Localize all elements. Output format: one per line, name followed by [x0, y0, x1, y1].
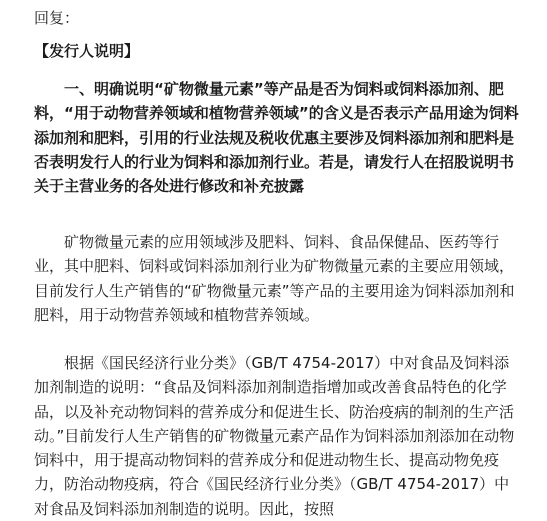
- section-title: 【发行人说明】: [34, 42, 140, 60]
- answer-paragraph-2: 根据《国民经济行业分类》（GB/T 4754-2017）中对食品及饲料添加剂制造的说明：“食品及饲料添加剂制造指增加或改善食品特色的化学品，以及补充动物饲料的营养成分和促进生长、防治疫病的制剂的生产活动。”目前发行人生产销售的矿物微量元素产品作为饲料添加剂添加在动物饲料中，用于提高动物饲料的营养成分和促进动物生长、提高动物免疫力，防治动物疫病，符合《国民经济行业分类》（GB/T 4754-2017）中对食品及饲料添加剂制造的说明。因此，按照: [34, 354, 515, 518]
- question-paragraph: 一、明确说明“矿物微量元素”等产品是否为饲料或饲料添加剂、肥料，“用于动物营养领域和植物营养领域”的含义是否表示产品用途为饲料添加剂和肥料，引用的行业法规及税收优惠主要涉及饲料添加剂和肥料是否表明发行人的行业为饲料和添加剂行业。若是，请发行人在招股说明书关于主营业务的各处进行修改和补充披露: [34, 80, 519, 196]
- answer-paragraph-1: 矿物微量元素的应用领域涉及肥料、饲料、食品保健品、医药等行业，其中肥料、饲料或饲料添加剂行业为矿物微量元素的主要应用领域，目前发行人生产销售的“矿物微量元素”等产品的主要用途为饲料添加剂和肥料，用于动物营养领域和植物营养领域。: [34, 233, 515, 324]
- reply-label: 回复：: [34, 9, 80, 27]
